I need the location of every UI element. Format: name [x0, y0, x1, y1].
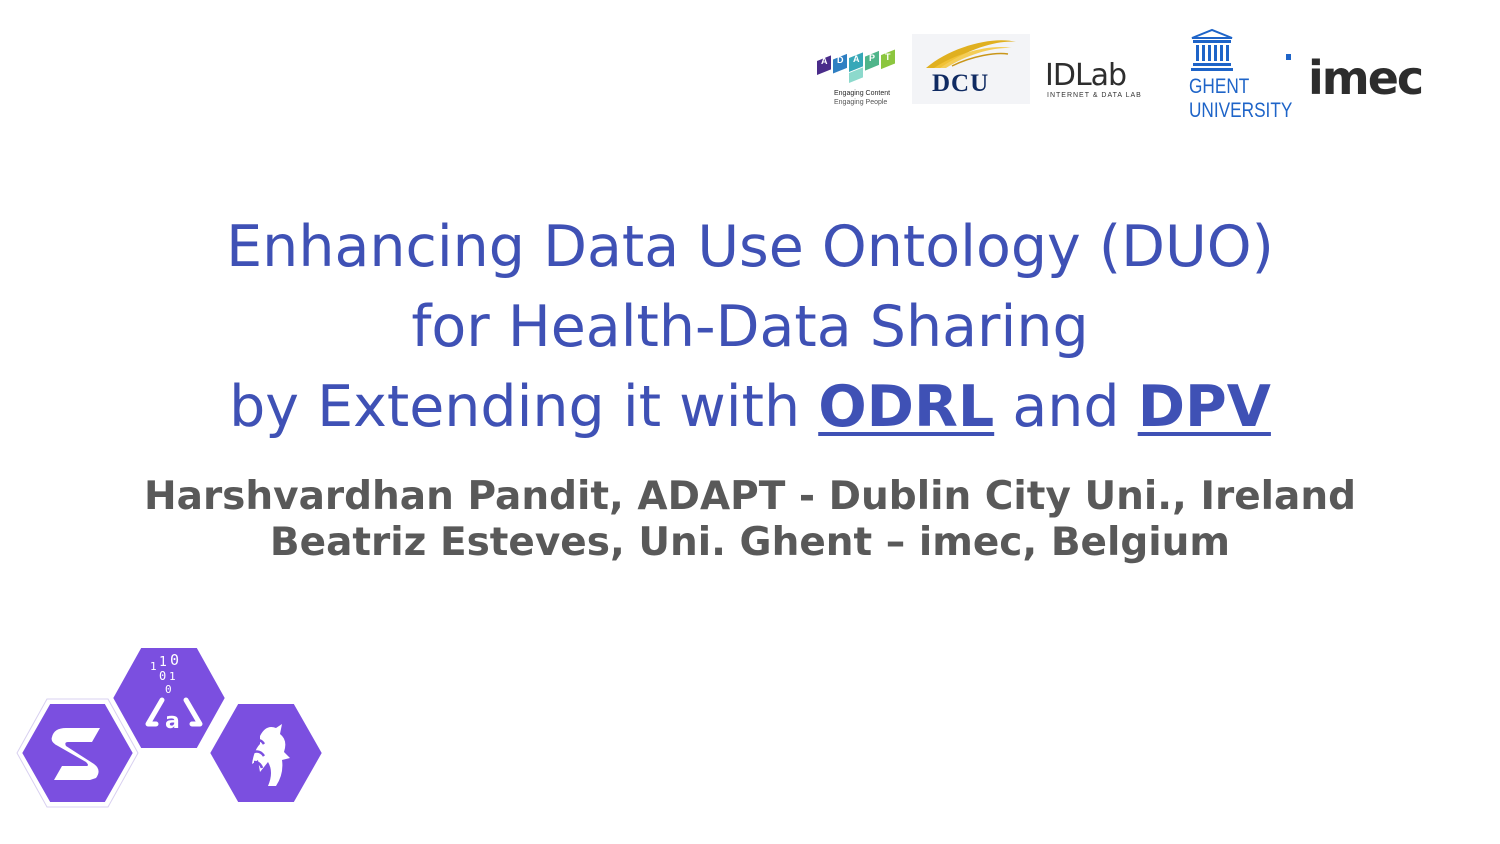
odrl-highlight: ODRL [818, 374, 995, 440]
title-line-3-middle: and [994, 374, 1138, 440]
dpv-highlight: DPV [1137, 374, 1271, 440]
idlab-wordmark: IDLab [1045, 58, 1127, 93]
imec-dot [1286, 54, 1291, 60]
adapt-tagline-2: Engaging People [834, 99, 888, 106]
adapt-letter: T [885, 52, 891, 62]
adapt-mark [812, 38, 904, 90]
flemish-lion-badge-icon [208, 702, 324, 804]
binary-digit: 1 [150, 660, 157, 673]
adapt-logo [812, 38, 904, 112]
ghent-line-1: GHENT [1189, 75, 1250, 98]
partner-logos [0, 0, 1500, 140]
binary-digit: 0 [159, 669, 167, 683]
title-line-2: for Health-Data Sharing [411, 294, 1089, 360]
flask-letter: a [165, 709, 180, 734]
ghent-university-logo [1186, 28, 1298, 122]
dcu-logo [912, 34, 1030, 104]
dcu-wordmark: DCU [932, 70, 990, 97]
author-line: Harshvardhan Pandit, ADAPT - Dublin City Uni., Ireland [143, 474, 1357, 519]
idlab-subtitle: INTERNET & DATA LAB [1047, 92, 1142, 99]
hexagon-badges [14, 640, 334, 816]
adapt-letter: D [837, 55, 844, 65]
slide-title [0, 207, 1500, 447]
imec-logo [1284, 52, 1434, 104]
adapt-tagline-1: Engaging Content [834, 90, 891, 97]
ghent-building-icon [1188, 28, 1236, 72]
binary-digit: 1 [169, 670, 176, 683]
adapt-letter: P [869, 53, 876, 63]
lab-flask-badge-icon [111, 646, 227, 750]
imec-wordmark: imec [1308, 51, 1423, 105]
authors [0, 474, 1500, 566]
title-line-1: Enhancing Data Use Ontology (DUO) [226, 214, 1274, 280]
binary-digit: 1 [159, 655, 167, 670]
ghent-line-2: UNIVERSITY [1189, 99, 1293, 122]
binary-digit: 0 [170, 651, 180, 669]
idlab-logo [1043, 58, 1153, 104]
title-line-3 [0, 367, 1500, 447]
adapt-letter: A [821, 56, 828, 66]
dcu-swoosh-icon [912, 34, 1030, 74]
author-line: Beatriz Esteves, Uni. Ghent – imec, Belgium [269, 520, 1231, 565]
binary-digit: 0 [165, 683, 172, 696]
adapt-letter: A [853, 54, 860, 64]
title-line-3-prefix: by Extending it with [229, 374, 819, 440]
